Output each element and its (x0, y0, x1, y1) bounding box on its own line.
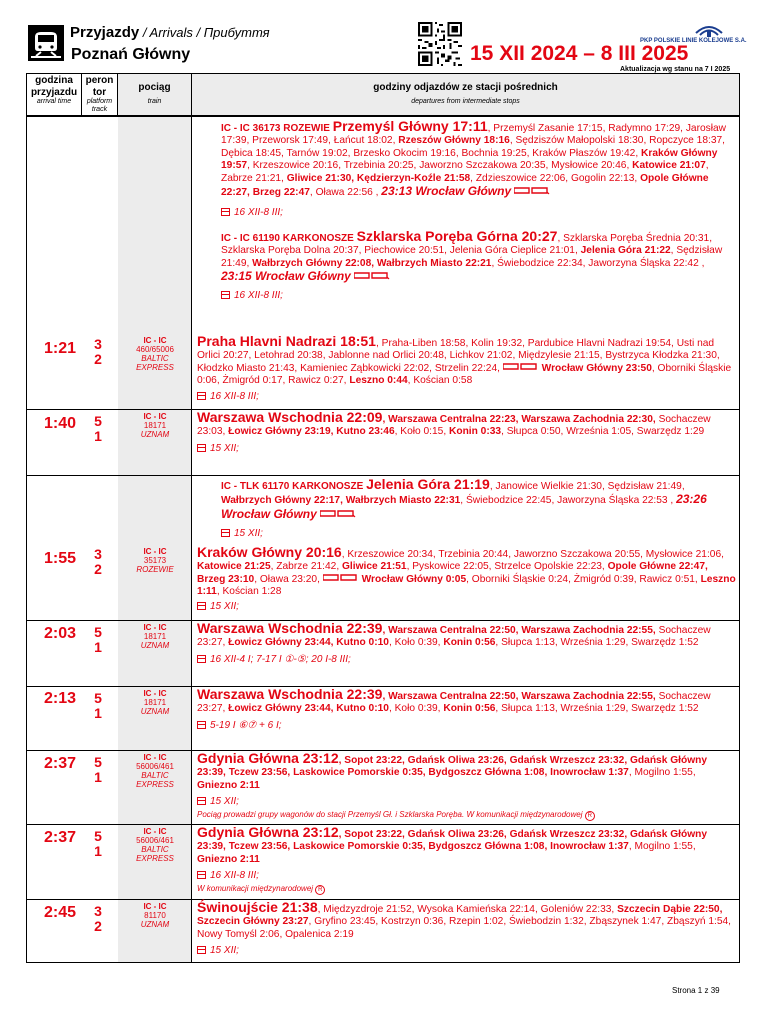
stops-list: Gdynia Główna 23:12, Sopot 23:22, Gdańsk Oliwa 23:26, Gdańsk Wrzeszcz 23:32, Gdańsk Główny 23:39, Tczew 23:56, Laskowice Pomorskie 0:35, Bydgoszcz Główna 1:08, Inowrocław 1:37, Mogilno 1:55, Gniezno 2:11 16 XII-8 III; W komunikacji międzynarodowej R (197, 826, 737, 895)
calendar-icon (197, 721, 206, 729)
calendar-icon (197, 602, 206, 610)
bus-icon (320, 510, 356, 518)
platform-number: 5 (94, 413, 102, 429)
reservation-icon: R (315, 885, 325, 895)
table-row (26, 620, 740, 686)
table-row (26, 899, 740, 963)
track-number: 1 (94, 639, 102, 655)
platform-number: 3 (94, 336, 102, 352)
train-info: IC - IC 56006/461 BALTIC EXPRESS (136, 827, 174, 863)
stops-list: Gdynia Główna 23:12, Sopot 23:22, Gdańsk Oliwa 23:26, Gdańsk Wrzeszcz 23:32, Gdańsk Główny 23:39, Tczew 23:56, Laskowice Pomorskie 0:35, Bydgoszcz Główna 1:08, Inowrocław 1:37, Mogilno 1:55, Gniezno 2:11 15 XII; Pociąg prowadzi grupy wagonów do stacji Przemyśl Gł. i Szklarska Poręba. W komunikacji międzynarodowej R (197, 752, 737, 821)
train-info: IC - IC 18171 UZNAM (140, 412, 170, 439)
station-name: Poznań Główny (71, 46, 191, 63)
calendar-icon (197, 444, 206, 452)
arrival-time: 2:37 (43, 755, 77, 772)
bus-icon (503, 363, 539, 371)
track-number: 2 (94, 561, 102, 577)
track-number: 1 (94, 428, 102, 444)
track-number: 1 (94, 769, 102, 785)
calendar-note: 16 XII-8 III; (221, 290, 735, 302)
train-info: IC - IC 18171 UZNAM (140, 623, 170, 650)
bus-icon (354, 272, 390, 280)
table-row (26, 409, 740, 475)
calendar-icon (197, 946, 206, 954)
page-title: Przyjazdy / Arrivals / Прибуття (70, 24, 270, 41)
calendar-icon (197, 797, 206, 805)
stops-linked-train-a: IC - IC 36173 ROZEWIE Przemyśl Główny 17:11, Przemyśl Zasanie 17:15, Radymno 17:29, Jarosław 17:39, Przeworsk 17:49, Łańcut 18:02, Rzeszów Główny 18:16, Sędziszów Małopolski 18:30, Ropczyce 18:37, Dębica 18:45, Tarnów 19:02, Brzesko Okocim 19:16, Bochnia 19:25, Kraków Płaszów 19:42, Kraków Główny 19:57, Krzeszowice 20:16, Trzebinia 20:25, Jaworzno Szczakowa 20:35, Mysłowice 20:46, Katowice 21:07, Zabrze 21:21, Gliwice 21:30, Kędzierzyn-Koźle 21:58, Zdzieszowice 22:06, Gogolin 22:13, Opole Główne 22:27, Brzeg 22:47, Oława 22:56 , 23:13 Wrocław Główny 16 XII-8 III; IC - IC 61190 KARKONOSZE Szklarska Poręba Górna 20:27, Szklarska Poręba Średnia 20:31, Szklarska Poręba Dolna 20:37, Piechowice 20:51, Jelenia Góra Cieplice 21:01, Jelenia Góra 21:22, Sędzisław 21:49, Wałbrzych Główny 22:08, Wałbrzych Miasto 22:21, Świebodzice 22:34, Jaworzyna Śląska 22:42 , 23:15 Wrocław Główny 16 XII-8 III; (221, 120, 735, 303)
arrival-time: 1:21 (43, 340, 77, 357)
train-info: IC - IC 81170 UZNAM (140, 902, 170, 929)
calendar-icon (221, 208, 230, 216)
pkp-plk-logo (640, 24, 747, 44)
update-notice: Aktualizacja wg stanu na 7 I 2025 (620, 66, 731, 73)
train-info: IC - IC 56006/461 BALTIC EXPRESS (136, 753, 174, 789)
arrival-time: 2:13 (43, 690, 77, 707)
train-note: W komunikacji międzynarodowej R (197, 883, 737, 895)
bus-icon (514, 187, 550, 195)
platform-number: 5 (94, 624, 102, 640)
calendar-note: 15 XII; (197, 443, 737, 455)
calendar-note: 16 XII-8 III; (221, 207, 735, 219)
arrival-time: 1:55 (43, 550, 77, 567)
table-row (26, 824, 740, 899)
arrival-time: 2:45 (43, 904, 77, 921)
calendar-icon (221, 529, 230, 537)
stops-list: Warszawa Wschodnia 22:39, Warszawa Centralna 22:50, Warszawa Zachodnia 22:55, Sochaczew 23:27, Łowicz Główny 23:44, Kutno 0:10, Koło 0:39, Konin 0:56, Słupca 1:13, Września 1:29, Swarzędz 1:52 16 XII-4 I; 7-17 I ①-⑤; 20 I-8 III; (197, 622, 737, 666)
platform-number: 3 (94, 546, 102, 562)
stops-linked-train-a: IC - TLK 61170 KARKONOSZE Jelenia Góra 21:19, Janowice Wielkie 21:30, Sędzisław 21:49, Wałbrzych Główny 22:17, Wałbrzych Miasto 22:31, Świebodzice 22:45, Jaworzyna Śląska 22:53 , 23:26 Wrocław Główny 15 XII; (221, 478, 735, 541)
track-number: 1 (94, 843, 102, 859)
train-note: Pociąg prowadzi grupy wagonów do stacji Przemyśl Gł. i Szklarska Poręba. W komunikacji międzynarodowej R (197, 809, 737, 821)
arrival-time: 1:40 (43, 415, 77, 432)
page-title-translations: / Arrivals / Прибуття (139, 25, 270, 40)
reservation-icon: R (585, 811, 595, 821)
logo-text: PKP POLSKIE LINIE KOLEJOWE S.A. (640, 38, 747, 44)
table-row (26, 475, 740, 620)
table-row (26, 116, 740, 409)
validity-period: 15 XII 2024 – 8 III 2025 (470, 42, 689, 65)
calendar-note: 16 XII-4 I; 7-17 I ①-⑤; 20 I-8 III; (197, 654, 737, 666)
arrival-time: 2:37 (43, 829, 77, 846)
table-row (26, 686, 740, 750)
stops-list: Praha Hlavni Nadrazi 18:51, Praha-Liben 18:58, Kolin 19:32, Pardubice Hlavni Nadrazi 19:54, Usti nad Orlici 20:27, Letohrad 20:38, Jablonne nad Orlici 20:48, Lichkov 21:02, Międzylesie 21:15, Bystrzyca Kłodzka 21:30, Kłodzko Miasto 21:43, Kamieniec Ząbkowicki 22:02, Strzelin 22:24, Wrocław Główny 23:50, Oborniki Śląskie 0:06, Żmigród 0:17, Rawicz 0:27, Leszno 0:44, Kościan 0:58 16 XII-8 III; (197, 335, 737, 403)
platform-number: 5 (94, 828, 102, 844)
calendar-note: 15 XII; (197, 796, 737, 808)
track-number: 2 (94, 918, 102, 934)
calendar-icon (197, 392, 206, 400)
platform-number: 5 (94, 690, 102, 706)
train-icon (28, 25, 64, 61)
arrival-time: 2:03 (43, 625, 77, 642)
train-info: IC - IC 460/65006 BALTIC EXPRESS (136, 336, 174, 372)
platform-number: 3 (94, 903, 102, 919)
stops-list: Kraków Główny 20:16, Krzeszowice 20:34, Trzebinia 20:44, Jaworzno Szczakowa 20:55, Mysłowice 21:06, Katowice 21:25, Zabrze 21:42, Gliwice 21:51, Pyskowice 22:05, Strzelce Opolskie 22:23, Opole Główne 22:47, Brzeg 23:10, Oława 23:20, Wrocław Główny 0:05, Oborniki Śląskie 0:24, Żmigród 0:39, Rawicz 0:51, Leszno 1:11, Kościan 1:28 15 XII; (197, 544, 736, 612)
qr-code (418, 22, 462, 66)
calendar-note: 15 XII; (197, 601, 737, 613)
track-number: 2 (94, 351, 102, 367)
page-number: Strona 1 z 39 (672, 986, 720, 995)
platform-number: 5 (94, 754, 102, 770)
bus-icon (323, 574, 359, 582)
table-row (26, 750, 740, 824)
calendar-note: 5-19 I ⑥⑦ + 6 I; (197, 720, 737, 732)
stops-list: Warszawa Wschodnia 22:39, Warszawa Centralna 22:50, Warszawa Zachodnia 22:55, Sochaczew 23:27, Łowicz Główny 23:44, Kutno 0:10, Koło 0:39, Konin 0:56, Słupca 1:13, Września 1:29, Swarzędz 1:52 5-19 I ⑥⑦ + 6 I; (197, 688, 737, 732)
calendar-note: 15 XII; (221, 528, 735, 540)
calendar-note: 15 XII; (197, 945, 737, 957)
arrivals-table (26, 73, 740, 963)
calendar-icon (197, 655, 206, 663)
stops-list: Świnoujście 21:38, Międzyzdroje 21:52, Wysoka Kamieńska 22:14, Goleniów 22:33, Szczecin Dąbie 22:50, Szczecin Główny 23:27, Gryfino 23:45, Kostrzyn 0:36, Rzepin 1:02, Świebodzin 1:32, Zbąszynek 1:47, Zbąszyń 1:54, Nowy Tomyśl 2:06, Opalenica 2:19 15 XII; (197, 901, 737, 958)
calendar-icon (197, 871, 206, 879)
stops-list: Warszawa Wschodnia 22:09, Warszawa Centralna 22:23, Warszawa Zachodnia 22:30, Sochaczew 23:03, Łowicz Główny 23:19, Kutno 23:46, Koło 0:15, Konin 0:33, Słupca 0:50, Września 1:05, Swarzędz 1:29 15 XII; (197, 411, 737, 455)
train-info: IC - IC 35173 ROZEWIE (136, 547, 174, 574)
column-header-arrival-time: godzina przyjazdu arrival time (26, 73, 82, 116)
logo-emblem (694, 24, 724, 38)
calendar-note: 16 XII-8 III; (197, 870, 737, 882)
column-header-intermediate-stops: godziny odjazdów ze stacji pośrednich departures from intermediate stops (191, 73, 740, 116)
column-header-platform-track: peron tor platform track (81, 73, 118, 116)
calendar-note: 16 XII-8 III; (197, 391, 737, 403)
train-info: IC - IC 18171 UZNAM (140, 689, 170, 716)
calendar-icon (221, 291, 230, 299)
track-number: 1 (94, 705, 102, 721)
column-header-train: pociąg train (117, 73, 192, 116)
